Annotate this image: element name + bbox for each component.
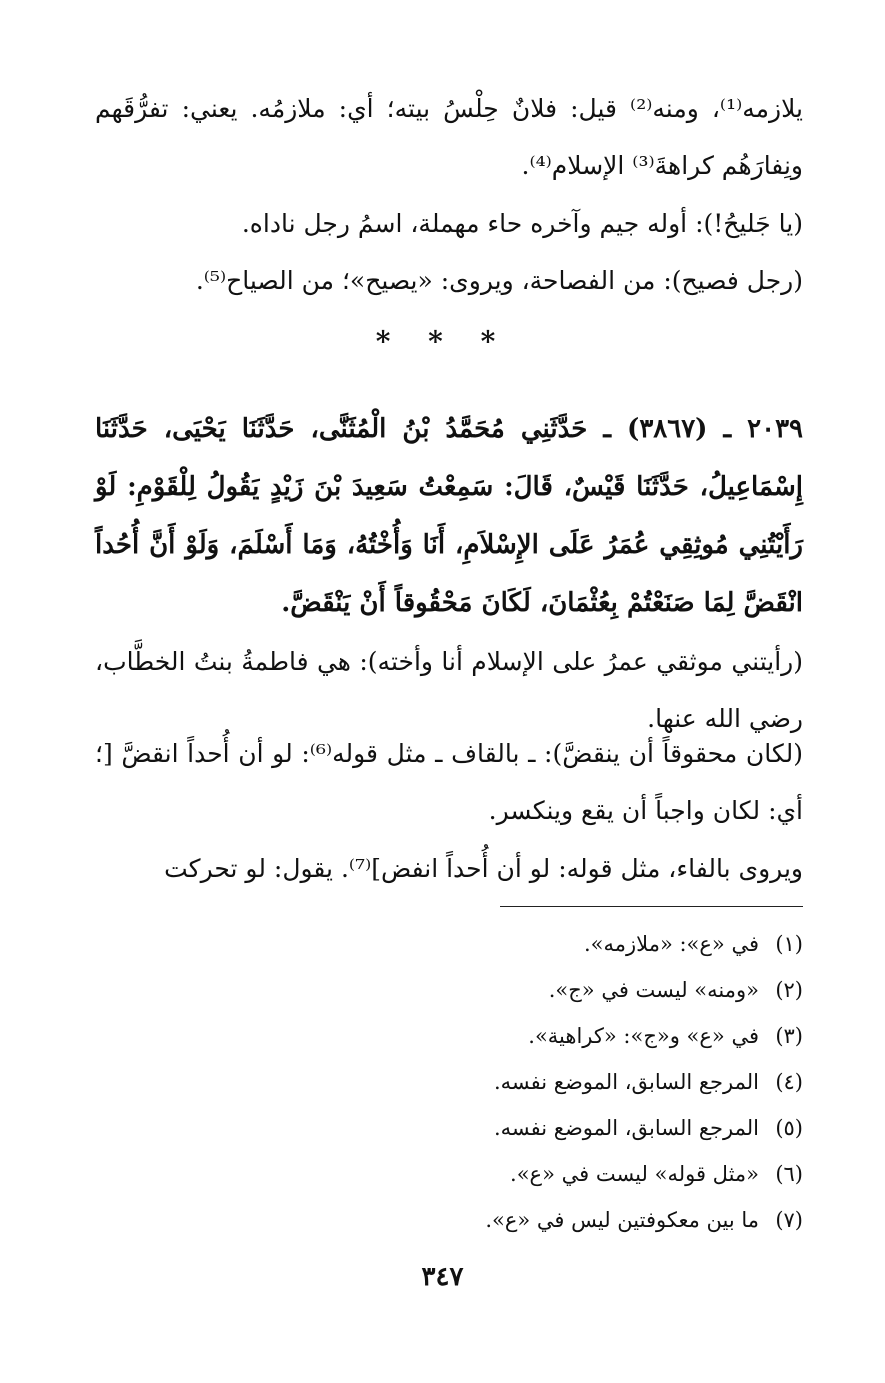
footnote-item <box>95 967 803 1013</box>
footnote-text: ما بين معكوفتين ليس في «ع». <box>485 1208 759 1232</box>
paragraph-commentary-6: (لكان محقوقاً أن ينقضَّ): ـ بالقاف ـ مثل قوله⁽⁶⁾: لو أن أُحداً انقضَّ [؛ أي: لكان واجباً أن يقع وينكسر. <box>95 739 804 825</box>
footnote-number: (٦) <box>775 1162 803 1186</box>
paragraph-commentary-7: ويروى بالفاء، مثل قوله: لو أن أُحداً انفض]⁽⁷⁾. يقول: لو تحركت <box>164 854 803 883</box>
footnote-text: المرجع السابق، الموضع نفسه. <box>493 1116 759 1140</box>
footnote-item <box>95 921 803 967</box>
page-number: ٣٤٧ <box>421 1262 464 1292</box>
section-separator: * * * <box>375 325 510 358</box>
footnote-item <box>95 1059 803 1105</box>
hadith-text: ٢٠٣٩ ـ (٣٨٦٧) ـ حَدَّثَنِي مُحَمَّدُ بْنُ الْمُثَنَّى، حَدَّثَنَا يَحْيَى، حَدَّثَنَا إِسْمَاعِيلُ، حَدَّثَنَا قَيْسٌ، قَالَ: سَمِعْتُ سَعِيدَ بْنَ زَيْدٍ يَقُولُ لِلْقَوْمِ: لَوْ رَأَيْتُنِي مُوثِقِي عُمَرُ عَلَى الإِسْلاَمِ، أَنَا وَأُخْتُهُ، وَمَا أَسْلَمَ، وَلَوْ أَنَّ أُحُداً انْقَضَّ لِمَا صَنَعْتُمْ بِعُثْمَانَ، لَكَانَ مَحْقُوقاً أَنْ يَنْقَضَّ. <box>95 414 803 618</box>
footnotes-list <box>95 921 803 1243</box>
footnote-item <box>95 1105 803 1151</box>
footnote-number: (٢) <box>775 978 803 1002</box>
footnote-text: في «ع»: «ملازمه». <box>584 932 759 956</box>
footnote-divider <box>500 906 803 907</box>
footnote-text: «ومنه» ليست في «ج». <box>548 978 759 1002</box>
footnote-text: في «ع» و«ج»: «كراهية». <box>528 1024 759 1048</box>
paragraph-commentary-3: (رجل فصيح): من الفصاحة، ويروى: «يصيح»؛ من الصياح⁽⁵⁾. <box>195 266 803 295</box>
footnote-text: المرجع السابق، الموضع نفسه. <box>493 1070 759 1094</box>
footnote-number: (٣) <box>775 1024 803 1048</box>
footnote-number: (٥) <box>775 1116 803 1140</box>
paragraph-commentary-1: يلازمه⁽¹⁾، ومنه⁽²⁾ قيل: فلانٌ حِلْسُ بيته؛ أي: ملازمُه. يعني: تفرُّقَهم ونِفارَهُم كراهةَ⁽³⁾ الإسلام⁽⁴⁾. <box>95 94 803 180</box>
footnote-item <box>95 1013 803 1059</box>
footnote-text: «مثل قوله» ليست في «ع». <box>510 1162 759 1186</box>
paragraph-commentary-2: (يا جَليحُ!): أوله جيم وآخره حاء مهملة، اسمُ رجل ناداه. <box>241 209 803 238</box>
footnote-number: (٤) <box>775 1070 803 1094</box>
paragraph-commentary-5: (رأيتني موثقي عمرُ على الإسلام أنا وأخته): هي فاطمةُ بنتُ الخطَّاب، رضي الله عنها. <box>95 647 803 733</box>
footnote-number: (٧) <box>775 1208 803 1232</box>
footnote-item <box>95 1197 803 1243</box>
footnote-number: (١) <box>775 932 803 956</box>
footnote-item <box>95 1151 803 1197</box>
